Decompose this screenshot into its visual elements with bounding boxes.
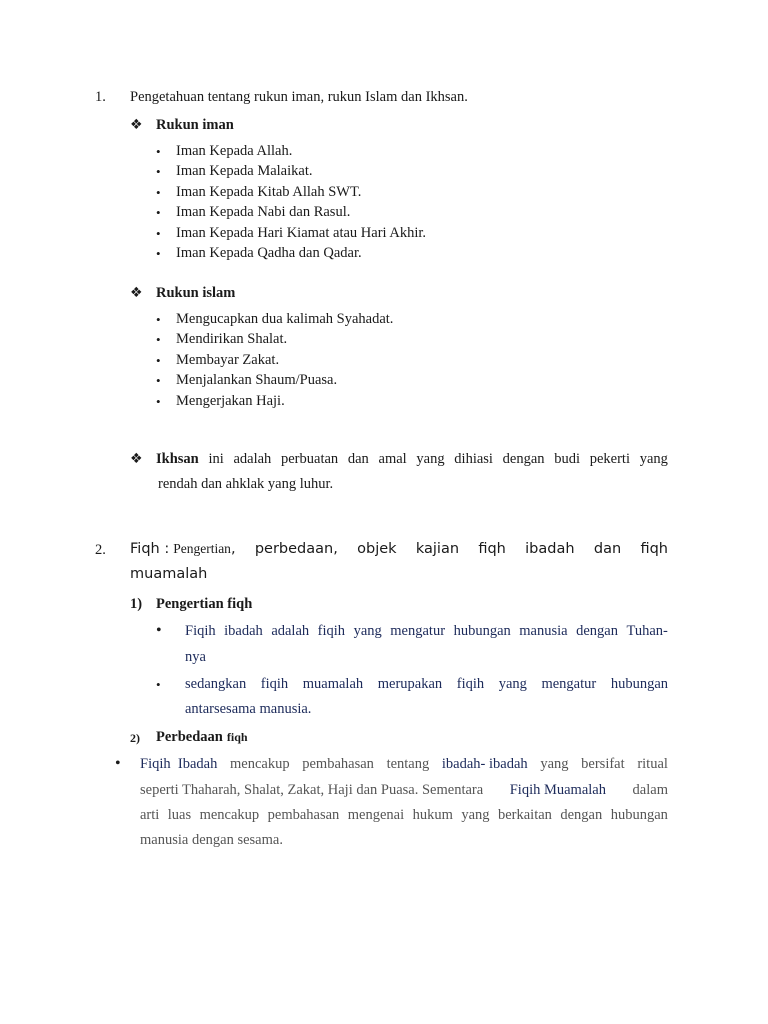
- bullet-dot-icon: •: [156, 312, 161, 327]
- word: ibadah: [224, 623, 263, 639]
- word: bersifat: [581, 756, 625, 772]
- word: mencakup: [199, 807, 260, 823]
- word: objek: [357, 541, 397, 557]
- ikhsan-term: Ikhsan: [156, 451, 199, 467]
- word: Tuhan-: [626, 623, 668, 639]
- word: adalah: [233, 451, 272, 467]
- bullet-dot-icon: •: [156, 205, 161, 220]
- word: pembahasan: [302, 756, 374, 772]
- word: mengatur: [390, 623, 446, 639]
- bullet-dot-icon: •: [156, 185, 161, 200]
- bullet-dot-icon: •: [156, 622, 162, 639]
- pengertian-item-2-line-2: antarsesama manusia.: [185, 701, 312, 717]
- word: ,: [230, 541, 236, 557]
- bullet-dot-icon: •: [156, 246, 161, 261]
- bullet-dot-icon: •: [156, 332, 161, 347]
- bullet-dot-icon: •: [156, 144, 161, 159]
- list-item: Iman Kepada Kitab Allah SWT.: [176, 184, 362, 200]
- word: fiqih: [317, 623, 346, 639]
- pengertian-item-1-line-1: [185, 623, 668, 640]
- list-item: Mengerjakan Haji.: [176, 393, 285, 409]
- list-item: Iman Kepada Nabi dan Rasul.: [176, 204, 351, 220]
- sub-2-heading: [156, 728, 248, 746]
- word: fiqih: [260, 676, 289, 692]
- rukun-islam-heading: Rukun islam: [156, 285, 236, 301]
- word: perbedaan,: [254, 541, 338, 557]
- fiqih-muamalah-link[interactable]: Fiqih Muamalah: [509, 782, 606, 798]
- word: dan: [593, 541, 622, 557]
- ikhsan-line-2: rendah dan ahklak yang luhur.: [158, 476, 334, 492]
- word: hubungan: [610, 676, 668, 692]
- word: pembahasan: [267, 807, 340, 823]
- word: perbuatan: [281, 451, 339, 467]
- perbedaan-line-3: [140, 807, 668, 824]
- word: mengatur: [541, 676, 597, 692]
- fiqih-ibadah-link[interactable]: Fiqih Ibadah: [140, 756, 218, 772]
- word: hubungan: [610, 807, 668, 823]
- word: tentang: [386, 756, 430, 772]
- word: ritual: [637, 756, 668, 772]
- word: yang: [498, 676, 527, 692]
- word: muamalah: [302, 676, 364, 692]
- list-item: Iman Kepada Allah.: [176, 143, 293, 159]
- perbedaan-line-1: [140, 756, 668, 773]
- section-1-title: Pengetahuan tentang rukun iman, rukun Islam dan Ikhsan.: [130, 89, 468, 105]
- word: yang: [416, 451, 445, 467]
- word: fiqh: [478, 541, 506, 557]
- word: yang: [639, 451, 668, 467]
- pengertian-item-1-line-2: nya: [185, 649, 206, 665]
- section-2-number: 2.: [95, 542, 106, 558]
- list-item: Iman Kepada Hari Kiamat atau Hari Akhir.: [176, 225, 427, 241]
- rukun-iman-heading: Rukun iman: [156, 117, 234, 133]
- sub-1-heading: Pengertian fiqh: [156, 596, 253, 612]
- sub-2-heading-small: fiqh: [226, 730, 248, 744]
- diamond-bullet-icon: ❖: [130, 117, 143, 133]
- list-item: Iman Kepada Malaikat.: [176, 163, 313, 179]
- pengertian-item-2-line-1: [185, 676, 668, 693]
- word: berkaitan: [497, 807, 552, 823]
- word: pekerti: [589, 451, 630, 467]
- line-2-post: dalam: [632, 782, 668, 798]
- word: merupakan: [377, 676, 443, 692]
- word: ini: [208, 451, 224, 467]
- word: ibadah: [525, 541, 575, 557]
- list-item: Mengucapkan dua kalimah Syahadat.: [176, 311, 394, 327]
- bullet-dot-icon: •: [156, 373, 161, 388]
- sub-1-number: 1): [130, 596, 143, 612]
- word: yang: [353, 623, 382, 639]
- ikhsan-line-1: [156, 451, 668, 468]
- bullet-dot-icon: •: [156, 394, 161, 409]
- word: yang: [461, 807, 490, 823]
- word: dan: [347, 451, 369, 467]
- perbedaan-line-4: manusia dengan sesama.: [140, 832, 283, 848]
- bullet-dot-icon: •: [156, 164, 161, 179]
- word: dengan: [502, 451, 545, 467]
- word: amal: [378, 451, 407, 467]
- section-2-title-line-2: muamalah: [130, 566, 208, 582]
- word: luas: [167, 807, 192, 823]
- list-item: Membayar Zakat.: [176, 352, 280, 368]
- bullet-dot-icon: •: [156, 353, 161, 368]
- perbedaan-line-2: [140, 782, 668, 799]
- bullet-dot-icon: •: [115, 755, 121, 772]
- bullet-dot-icon: •: [156, 226, 161, 241]
- ibadah-ibadah-link[interactable]: ibadah- ibadah: [441, 756, 528, 772]
- word: sedangkan: [185, 676, 247, 692]
- word: fiqh: [640, 541, 668, 557]
- word: kajian: [415, 541, 460, 557]
- word: yang: [540, 756, 569, 772]
- diamond-bullet-icon: ❖: [130, 285, 143, 301]
- line-2-pre: seperti Thaharah, Shalat, Zakat, Haji dan Puasa. Sementara: [140, 782, 484, 798]
- word: dengan: [576, 623, 618, 639]
- diamond-bullet-icon: ❖: [130, 451, 143, 467]
- word: fiqih: [456, 676, 485, 692]
- word: manusia: [519, 623, 568, 639]
- sub-2-heading-main: Perbedaan: [156, 729, 223, 745]
- word: dihiasi: [454, 451, 493, 467]
- list-item: Mendirikan Shalat.: [176, 331, 288, 347]
- list-item: Menjalankan Shaum/Puasa.: [176, 372, 338, 388]
- word: adalah: [271, 623, 310, 639]
- section-2-title: [130, 540, 668, 558]
- word: budi: [554, 451, 581, 467]
- word: Fiqih: [185, 623, 216, 639]
- bullet-dot-icon: •: [156, 677, 161, 692]
- word: hubungan: [453, 623, 511, 639]
- word: mencakup: [229, 756, 290, 772]
- word: arti: [140, 807, 160, 823]
- word: mengenai: [347, 807, 405, 823]
- sub-2-number: 2): [130, 731, 140, 745]
- word: dengan: [560, 807, 603, 823]
- word: hukum: [412, 807, 453, 823]
- section-1-number: 1.: [95, 89, 106, 105]
- title-prefix: Fiqh :: [130, 541, 170, 557]
- list-item: Iman Kepada Qadha dan Qadar.: [176, 245, 362, 261]
- title-pengertian: Pengertian: [173, 541, 231, 556]
